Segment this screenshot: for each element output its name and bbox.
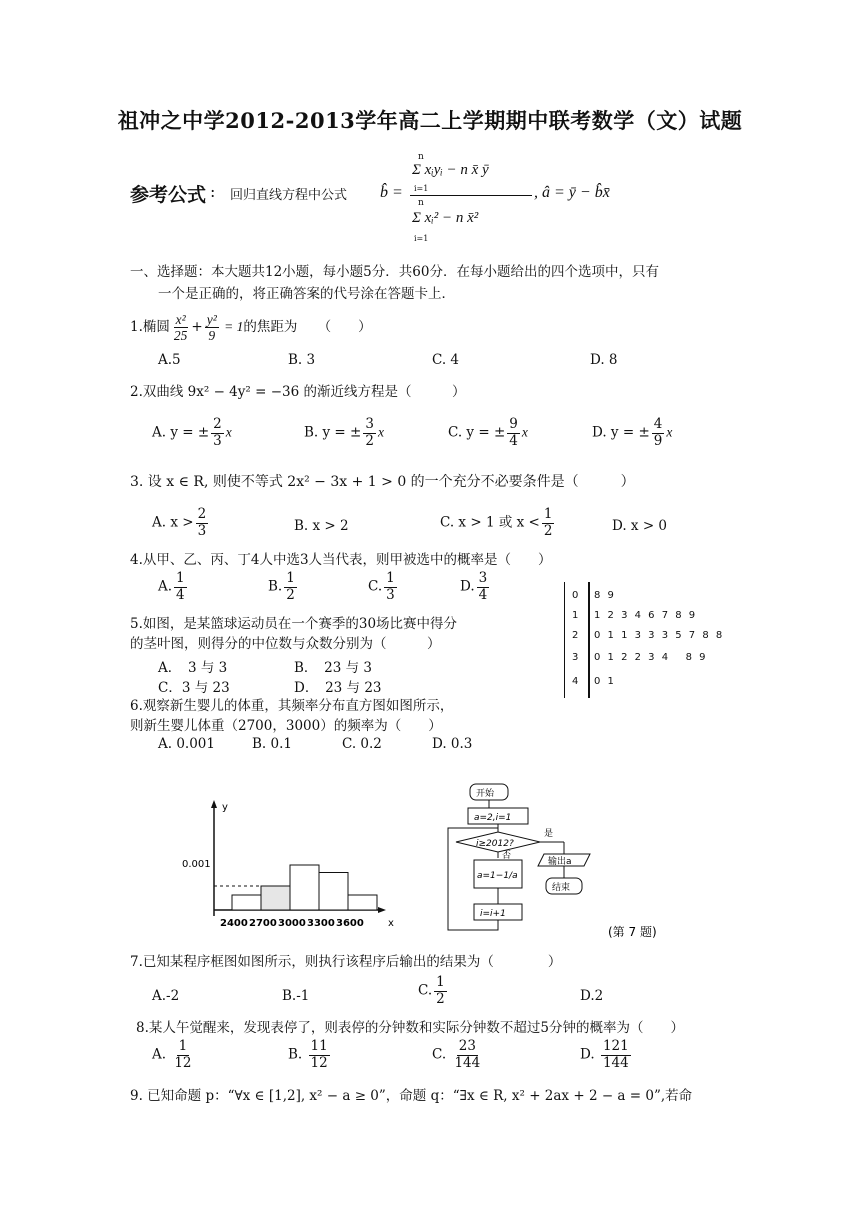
q6-opt-d: D. 0.3 — [432, 736, 473, 752]
q1-opt-b: B. 3 — [288, 352, 316, 368]
q6-opt-b: B. 0.1 — [252, 736, 292, 752]
flow-inc: i=i+1 — [480, 909, 506, 919]
q4-opt-c: C. $\frac{1}{3}$ — [368, 570, 395, 603]
formula-block — [130, 148, 730, 248]
formula-b-hat: b̂ = — [380, 184, 403, 201]
x-tick-3000: 3000 — [278, 918, 306, 929]
q7-opt-c: C. $\frac{1}{2}$ — [418, 974, 445, 1007]
formula-denominator: Σ xᵢ² − n x̄² — [412, 210, 479, 226]
q2-opt-d: D. y = ± $\frac{4}{9}$ x — [592, 416, 673, 449]
histogram-bar-3300-3600 — [319, 873, 348, 911]
stem-4: 4 — [572, 676, 579, 687]
flow-caption: (第 7 题) — [608, 925, 657, 939]
histogram-bar-2400-2700 — [232, 895, 261, 910]
q2-opt-a: A. y = ± $\frac{2}{3}$ x — [152, 416, 232, 449]
flow-no: 否 — [502, 851, 512, 861]
q2-opt-b: B. y = ± $\frac{3}{2}$ x — [304, 416, 384, 449]
fraction-bar — [410, 195, 532, 196]
sum-top-2: n — [418, 198, 424, 208]
formula-colon: : — [210, 182, 216, 201]
histogram — [176, 796, 416, 936]
question-5-line2: 的茎叶图，则得分的中位数与众数分别为（ ） — [130, 636, 441, 652]
y-tick-label: 0.001 — [182, 859, 211, 870]
q5-opt-a: A． 3 与 3 — [158, 660, 228, 676]
q4-opt-b: B. $\frac{1}{2}$ — [268, 570, 295, 603]
leaves-1: 1 2 3 4 6 7 8 9 — [594, 610, 698, 621]
q1-opt-c: C. 4 — [432, 352, 460, 368]
flow-start: 开始 — [476, 789, 495, 799]
q1-frac-b: $\frac{\text{y²}}{9}$ — [206, 311, 217, 343]
y-axis-label: y — [222, 802, 228, 813]
q8-opt-c: C. $\frac{23}{144}$ — [432, 1038, 481, 1071]
formula-numerator: Σ xᵢyᵢ − n x̄ ȳ — [412, 162, 489, 178]
q1-prefix: 1.椭圆 — [130, 319, 170, 335]
question-4: 4.从甲、乙、丙、丁4人中选3人当代表，则甲被选中的概率是（ ） — [130, 552, 552, 568]
flow-init: a=2,i=1 — [474, 813, 512, 823]
leaves-2: 0 1 1 3 3 3 5 7 8 8 — [594, 630, 725, 641]
leaves-4: 0 1 — [594, 676, 616, 687]
q7-opt-a: A.-2 — [152, 988, 180, 1004]
stem-leaf-plot — [560, 582, 740, 702]
question-3: 3. 设 x ∈ R, 则使不等式 2x² − 3x + 1 > 0 的一个充分不必要条件是（ ） — [130, 474, 635, 490]
question-6-line1: 6.观察新生婴儿的体重，其频率分布直方图如图所示， — [130, 698, 454, 714]
leaves-3: 0 1 2 2 3 4 8 9 — [594, 652, 708, 663]
x-tick-3300: 3300 — [307, 918, 335, 929]
q3-opt-c: C. x > 1 或 x < $\frac{1}{2}$ — [440, 506, 553, 539]
q8-opt-b: B. $\frac{11}{12}$ — [288, 1038, 328, 1071]
flowchart — [440, 780, 680, 942]
question-9: 9. 已知命题 p：“∀x ∈ [1,2], x² − a ≥ 0”，命题 q：“∃x ∈ R, x² + 2ax + 2 − a = 0”,若命 — [130, 1088, 693, 1104]
q2-opt-c: C. y = ± $\frac{9}{4}$ x — [448, 416, 528, 449]
question-1: 1.椭圆 $\frac{\text{x²}}{25}$ + $\frac{\text{y²}}{9}$ = 1的焦距为 （ ） — [130, 311, 372, 343]
formula-desc: 回归直线方程中公式 — [230, 188, 348, 203]
q4-opt-d: D. $\frac{3}{4}$ — [460, 570, 488, 603]
question-7: 7.已知某程序框图如图所示，则执行该程序后输出的结果为（ ） — [130, 954, 562, 970]
flow-yes: 是 — [544, 829, 554, 839]
section1-line2: 一个是正确的，将正确答案的代号涂在答题卡上． — [158, 286, 455, 302]
q1-suffix: 的焦距为 （ ） — [243, 319, 372, 335]
stem-3: 3 — [572, 652, 579, 663]
question-8: 8.某人午觉醒来，发现表停了，则表停的分钟数和实际分钟数不超过5分钟的概率为（ ） — [136, 1020, 684, 1036]
stem-2: 2 — [572, 630, 579, 641]
flow-body: a=1−1/a — [477, 871, 518, 881]
y-axis-arrow — [211, 800, 217, 808]
q1-opt-a: A.5 — [158, 352, 181, 368]
q3-opt-a: A. x > $\frac{2}{3}$ — [152, 506, 207, 539]
q5-opt-c: C．3 与 23 — [158, 680, 230, 696]
question-5-line1: 5.如图，是某篮球运动员在一个赛季的30场比赛中得分 — [130, 616, 458, 632]
flow-cond: i≥2012? — [476, 839, 514, 849]
q6-opt-a: A. 0.001 — [158, 736, 215, 752]
formula-a-hat: , â = ȳ − b̂x̄ — [534, 184, 610, 201]
question-6-line2: 则新生婴儿体重（2700，3000）的频率为（ ） — [130, 718, 442, 734]
histogram-bar-2700-3000 — [261, 886, 290, 910]
sum-bottom-2: i=1 — [414, 234, 429, 243]
x-axis-label: x — [388, 918, 394, 929]
histogram-bar-3600-3900 — [348, 895, 377, 910]
q3-opt-d: D. x > 0 — [612, 518, 668, 534]
stem-1: 1 — [572, 610, 579, 621]
q5-opt-b: B． 23 与 3 — [294, 660, 373, 676]
q8-opt-a: A. $\frac{1}{12}$ — [152, 1038, 192, 1071]
formula-label: 参考公式 — [130, 184, 207, 206]
question-2: 2.双曲线 9x² − 4y² = −36 的渐近线方程是（ ） — [130, 384, 466, 400]
flow-end: 结束 — [552, 883, 571, 893]
q1-frac-a: $\frac{\text{x²}}{25}$ — [173, 311, 188, 343]
x-tick-2700: 2700 — [249, 918, 277, 929]
q3-opt-b: B. x > 2 — [294, 518, 349, 534]
x-axis-arrow — [378, 907, 386, 913]
q8-opt-d: D. $\frac{121}{144}$ — [580, 1038, 629, 1071]
q1-opt-d: D. 8 — [590, 352, 618, 368]
stem-leaf-divider — [588, 582, 590, 698]
flow-output: 输出a — [548, 857, 572, 867]
leaves-0: 8 9 — [594, 590, 616, 601]
q6-opt-c: C. 0.2 — [342, 736, 382, 752]
sum-top-1: n — [418, 152, 424, 162]
histogram-bar-3000-3300 — [290, 865, 319, 910]
x-tick-3600: 3600 — [336, 918, 364, 929]
q5-opt-d: D． 23 与 23 — [294, 680, 382, 696]
page-title: 祖冲之中学2012-2013学年高二上学期期中联考数学（文）试题 — [117, 108, 743, 133]
x-tick-2400: 2400 — [220, 918, 248, 929]
q4-opt-a: A. $\frac{1}{4}$ — [158, 570, 185, 603]
stem-0: 0 — [572, 590, 579, 601]
q7-opt-b: B.-1 — [282, 988, 310, 1004]
q7-opt-d: D.2 — [580, 988, 604, 1004]
sum-bottom-1: i=1 — [414, 184, 429, 193]
stem-leaf-left-rule — [564, 582, 565, 698]
section1-line1: 一、选择题：本大题共12小题，每小题5分．共60分．在每小题给出的四个选项中，只有 — [130, 264, 659, 280]
